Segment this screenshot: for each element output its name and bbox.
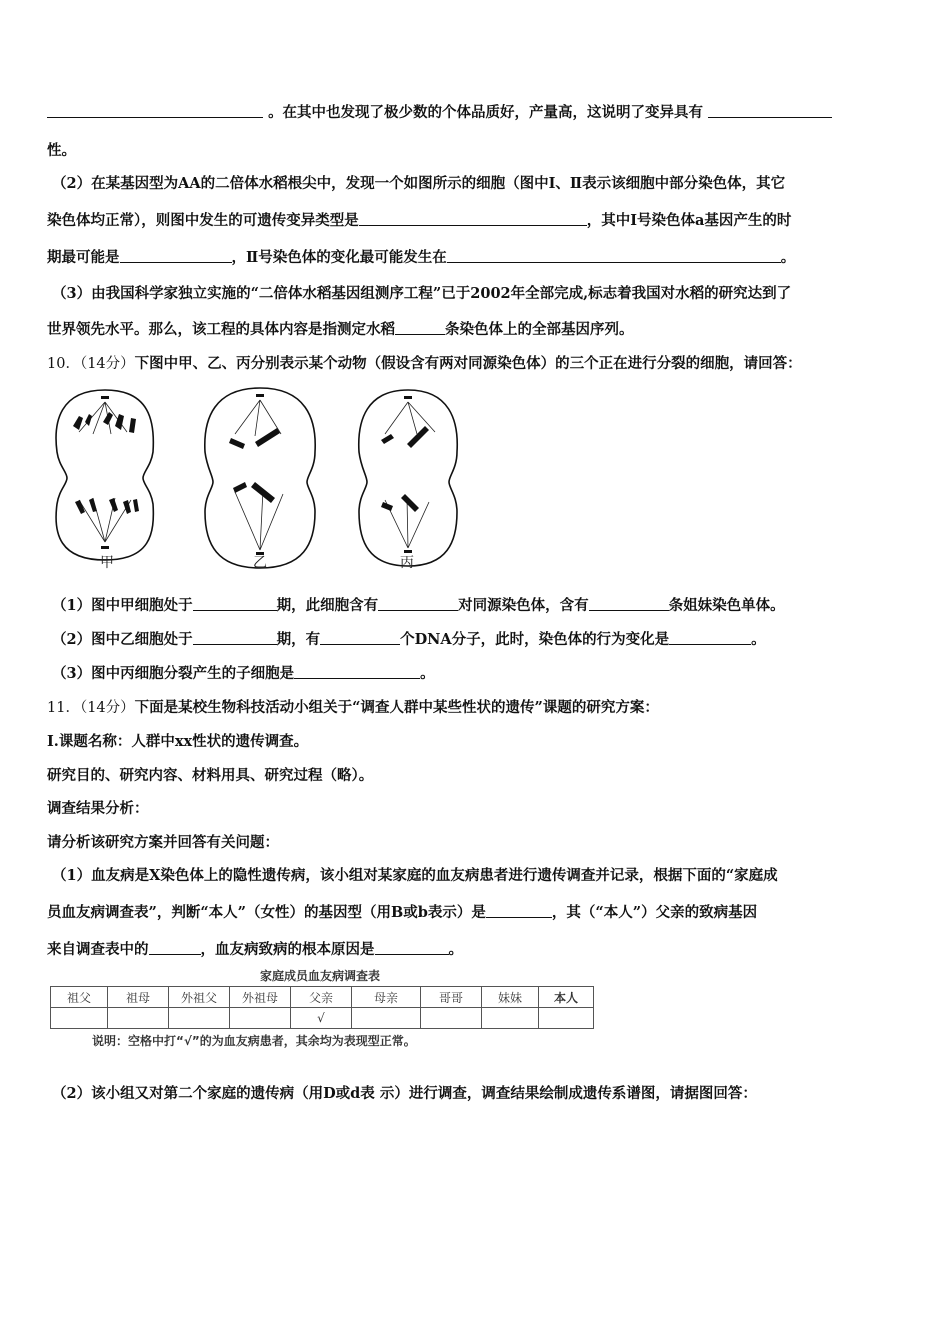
- question-10-stem: 10．（14分）下图中甲、乙、丙分别表示某个动物（假设含有两对同源染色体）的三个正在进行分裂的细胞，请回答：: [47, 355, 802, 372]
- table-cell: [108, 1008, 169, 1029]
- table-header: 妹妹: [482, 987, 539, 1008]
- cell-division-figure: [45, 382, 475, 578]
- answer-blank[interactable]: [589, 596, 669, 611]
- answer-blank[interactable]: [120, 248, 232, 263]
- text-line-1: 。在其中也发现了极少数的个体品质好，产量高，这说明了变异具有: [47, 103, 910, 123]
- cell-yi-outline: [205, 388, 315, 568]
- table-header: 哥哥: [421, 987, 482, 1008]
- q11-part1-line1: （1）血友病是X染色体上的隐性遗传病，该小组对某家庭的血友病患者进行遗传调查并记录，根据下面的“家庭成: [52, 867, 778, 884]
- answer-blank[interactable]: [378, 596, 458, 611]
- figure-label-jia: 甲: [100, 555, 114, 571]
- cell-jia-outline: [56, 390, 153, 560]
- q11-question: 请分析该研究方案并回答有关问题：: [47, 834, 279, 851]
- q11-result: 调查结果分析：: [47, 800, 149, 817]
- table-cell: [230, 1008, 291, 1029]
- chromosome: [233, 482, 275, 503]
- q11-part1-line3: 来自调查表中的 ，血友病致病的根本原因是 。: [47, 941, 463, 958]
- table-cell: [421, 1008, 482, 1029]
- table-cell: √: [291, 1008, 352, 1029]
- table-header: 父亲: [291, 987, 352, 1008]
- q11-title: I.课题名称：人群中xx性状的遗传调查。: [47, 733, 309, 750]
- q11-part2: （2）该小组又对第二个家庭的遗传病（用D或d表 示）进行调查，调查结果绘制成遗传系谱图，请据图回答：: [52, 1085, 757, 1102]
- table-header: 祖母: [108, 987, 169, 1008]
- table-cell: [51, 1008, 108, 1029]
- chromosome: [75, 498, 139, 514]
- survey-table: [50, 986, 594, 1029]
- text-line-5: 期最可能是 ，Ⅱ号染色体的变化最可能发生在 。: [47, 249, 796, 266]
- survey-table-note: 说明：空格中打“√”的为血友病患者，其余均为表现型正常。: [92, 1034, 416, 1048]
- table-header: 母亲: [352, 987, 421, 1008]
- answer-blank[interactable]: [486, 903, 552, 918]
- table-cell: [169, 1008, 230, 1029]
- table-header: 外祖母: [230, 987, 291, 1008]
- question-10-1: （1）图中甲细胞处于 期，此细胞含有 对同源染色体，含有 条姐妹染色单体。: [52, 597, 785, 614]
- table-header: 祖父: [51, 987, 108, 1008]
- figure-label-yi: 乙: [253, 555, 267, 571]
- q11-purpose: 研究目的、研究内容、材料用具、研究过程（略）。: [47, 767, 374, 784]
- answer-blank[interactable]: [375, 940, 449, 955]
- table-row: [51, 1008, 594, 1029]
- answer-blank[interactable]: [447, 248, 781, 263]
- q11-part1-line2: 员血友病调查表”，判断“本人”（女性）的基因型（用B或b表示）是 ，其（“本人”）父亲的致病基因: [47, 904, 758, 921]
- chromosome: [73, 412, 136, 433]
- answer-blank[interactable]: [669, 630, 751, 645]
- text-line-6: （3）由我国科学家独立实施的“二倍体水稻基因组测序工程”已于2002年全部完成,标志着我国对水稻的研究达到了: [52, 285, 792, 302]
- question-10-2: （2）图中乙细胞处于 期，有 个DNA分子，此时，染色体的行为变化是 。: [52, 631, 766, 648]
- answer-blank[interactable]: [359, 211, 587, 226]
- table-cell: [352, 1008, 421, 1029]
- answer-blank[interactable]: [320, 630, 400, 645]
- table-row: [51, 987, 594, 1008]
- answer-blank[interactable]: [193, 630, 277, 645]
- text-line-3: （2）在某基因型为AA的二倍体水稻根尖中，发现一个如图所示的细胞（图中Ⅰ、Ⅱ表示该细胞中部分染色体，其它: [52, 175, 786, 192]
- text-line-2: 性。: [47, 142, 76, 159]
- text-line-4: 染色体均正常），则图中发生的可遗传变异类型是 ，其中Ⅰ号染色体a基因产生的时: [47, 212, 792, 229]
- answer-blank[interactable]: [47, 103, 263, 118]
- table-header: 外祖父: [169, 987, 230, 1008]
- text-line-7: 世界领先水平。那么，该工程的具体内容是指测定水稻 条染色体上的全部基因序列。: [47, 321, 634, 338]
- survey-table-title: 家庭成员血友病调查表: [260, 969, 381, 983]
- answer-blank[interactable]: [708, 103, 832, 118]
- figure-label-bing: 丙: [400, 555, 414, 571]
- answer-blank[interactable]: [149, 940, 201, 955]
- answer-blank[interactable]: [395, 320, 445, 335]
- answer-blank[interactable]: [193, 596, 277, 611]
- table-cell: [482, 1008, 539, 1029]
- table-cell: [539, 1008, 594, 1029]
- question-11-stem: 11．（14分）下面是某校生物科技活动小组关于“调查人群中某些性状的遗传”课题的研究方案：: [47, 699, 659, 716]
- answer-blank[interactable]: [294, 664, 420, 679]
- question-10-3: （3）图中丙细胞分裂产生的子细胞是 。: [52, 665, 435, 682]
- table-header: 本人: [539, 987, 594, 1008]
